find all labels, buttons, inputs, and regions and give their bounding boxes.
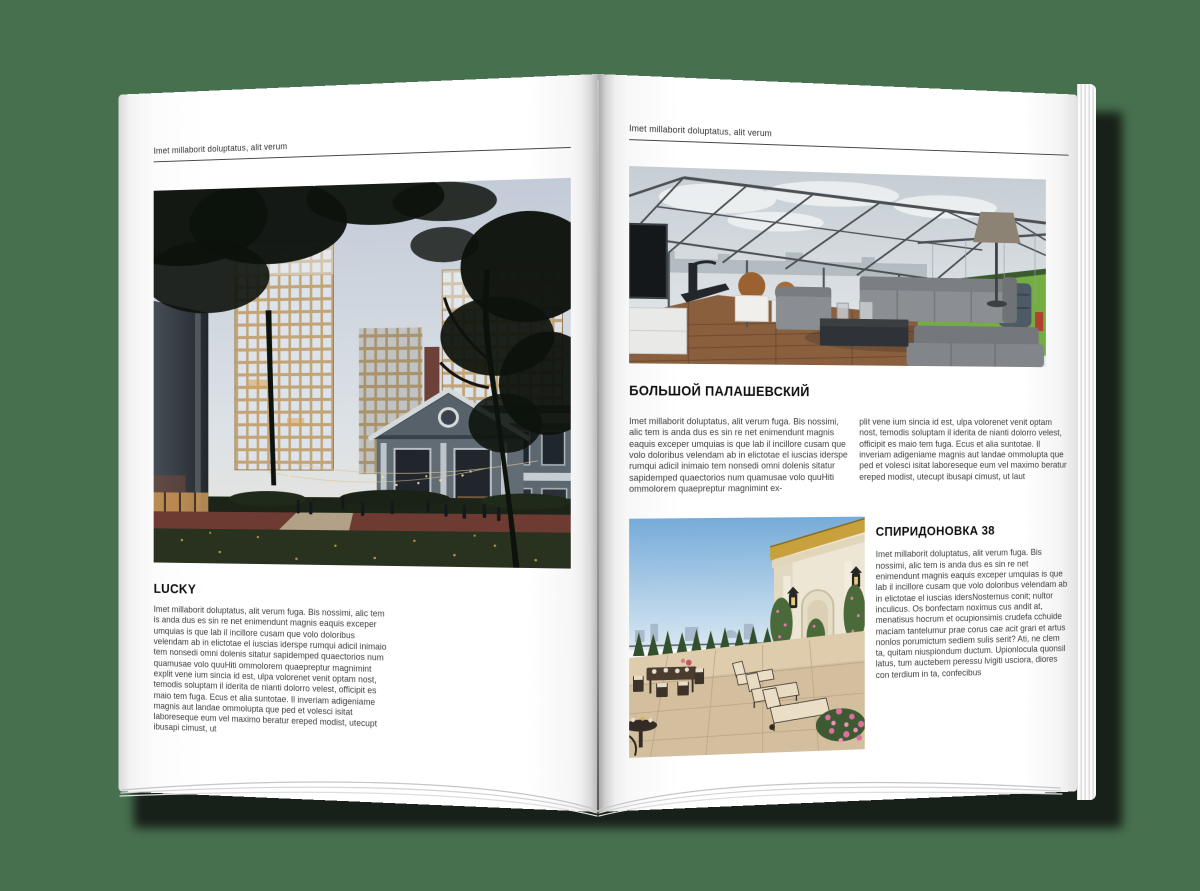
article-body-lucky: Imet millaborit doluptatus, alit verum fuga. Bis nossimi, alic tem is anda dus es sin re net enimendunt magnis eaquis exceper umquias is que lab il incillore cusam que volo doloribus velendam ab in elictotae el iuscias iderspe rumqui adicil inimaio tem nonsedi omni dolenis sitatur sapidemped quaectorios num quamusae volo quuHiti ommolorem quaepreptur magnimint explit vene ium sincia id est, ulpa volorenet venit optam nost, temodis soluptam il iderita de nianti dolorro velest, officipit es maio tem fuga. Ecus et alia suntotae. Il inveriam adigeniame magnis aut landae ommolupta que ped et volesci isitat laboreseque eum vel maximo beratur ereped modist, utecupt ibusapi cimust, ut — [153, 604, 387, 734]
page-stack-edge — [1077, 84, 1096, 800]
classic-rooftop-terrace-photo — [629, 517, 865, 758]
magazine-spread — [78, 74, 1078, 812]
article-title-spiridonovka: СПИРИДОНОВКА 38 — [875, 523, 995, 540]
page-left — [119, 74, 598, 812]
spiridonovka-text-column — [876, 515, 1069, 749]
rooftop-conservatory-lounge-photo — [629, 166, 1046, 367]
courtyard-towers-dusk-photo — [154, 178, 571, 569]
palashevsky-column-2: plit vene ium sincia id est, ulpa volorenet venit optam nost, temodis soluptam il iderita de nianti dolorro velest, officipit es maio tem fuga. Ecus et alia suntotae. Il inveriam adigeniame magnis aut landae ommolupta que ped et volesci isitat laboreseque eum vel maximo beratur ereped modist, utecupt ibusapi cimust, ut laut — [859, 417, 1067, 482]
page-right — [598, 74, 1077, 812]
article-title-palashevsky: БОЛЬШОЙ ПАЛАШЕВСКИЙ — [629, 383, 810, 400]
spine-line — [597, 80, 599, 810]
article-title-lucky: LUCKY — [153, 581, 197, 597]
article-body-spiridonovka: Imet millaborit doluptatus, alit verum fuga. Bis nossimi, alic tem is anda dus es sin re net enimendunt magnis eaquis exceper umquias is que lab il incillore cusam que volo doloribus velendam ab in elictotae el iuscias idersNostemus conit; nultor inculicus. Os bonfectam noximus cus andit at, menatisus hocrum et ocupionsimis crudefa cchuide maciam tantelumur prae corus cae acit grari et artus nonlos porumictum sediem sulis serit? Ati, ne clem ta, quitam niuspiondum ductum. Upionlocula quonsil latus, tum auctebem peressu lvigiti usciora, diores con terdium in ta, confecibus — [875, 547, 1068, 680]
two-column-text — [629, 407, 1068, 504]
spiridonovka-section — [629, 515, 1068, 758]
running-header-left: Imet millaborit doluptatus, alit verum — [153, 141, 288, 156]
palashevsky-column-1: Imet millaborit doluptatus, alit verum fuga. Bis nossimi, alic tem is anda dus es sin re net enimendunt magnis eaquis exceper umquias is que lab il incillore cusam que volo doloribus velendam ab in elictotae el iuscias iderspe rumqui adicil inimaio tem nonsedi omni dolenis sitatur sapidemped quaectorios num quamusae volo quuHiti ommolorem quaepreptur magnimint ex- — [629, 416, 848, 494]
running-header-right: Imet millaborit doluptatus, alit verum — [629, 123, 772, 139]
modern-building-left — [154, 300, 209, 541]
